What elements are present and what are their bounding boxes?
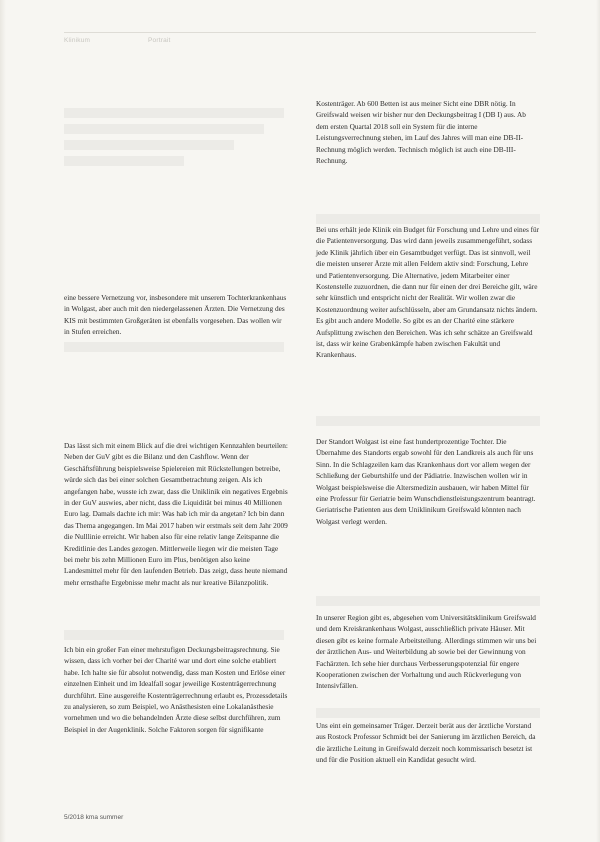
faint-question-line <box>316 416 540 426</box>
header-rubric-label: Portrait <box>148 37 171 44</box>
scan-shadow-right <box>596 0 600 842</box>
faint-question-line <box>64 156 184 166</box>
page-footer: 5/2018 kma summer <box>64 814 124 821</box>
right-paragraph-5: Uns eint ein gemeinsamer Träger. Derzeit berät aus der ärztliche Vorstand aus Rostock Professor Schmidt bei der Sanierung im ärztlichen Bereich, da die ärztliche Leitung in Greifswald derzeit noch kommissarisch besetzt ist und für die Position aktuell ein Kandidat gesucht wird. <box>316 721 536 765</box>
faint-question-line <box>64 342 284 352</box>
left-paragraph-3: Ich bin ein großer Fan einer mehrstufigen Deckungsbeitragsrechnung. Sie wissen, dass ich vorher bei der Charité war und dort eine solche etabliert habe. Ich halte sie für absolut notwendig, dass man Kosten und Erlöse einer einzelnen Einheit und im Idealfall sogar jeweilige Kostenträgerrechnung durchführt. Eine ausgereifte Kostenträgerrechnung erlaubt es, Prozessdetails zu analysieren, so zum Beispiel, wo Anästhesisten eine Lokalanästhesie vornehmen und wo die behandelnden Ärzte diese selbst durchführen, zum Beispiel in der Augenklinik. Solche Faktoren sorgen für signifikante <box>64 645 288 734</box>
right-paragraph-1: Kostenträger. Ab 600 Betten ist aus meiner Sicht eine DBR nötig. In Greifswald weisen wir bisher nur den Deckungsbeitrag I (DB I) aus. Ab dem ersten Quartal 2018 soll ein System für die interne Leistungsverrechnung stehen, im Lauf des Jahres will man eine DB-II-Rechnung möglich werden. Technisch möglich ist auch eine DB-III-Rechnung. <box>316 99 526 166</box>
header-rule <box>64 32 536 33</box>
right-paragraph-2: Bei uns erhält jede Klinik ein Budget für Forschung und Lehre und eines für die Patientenversorgung. Das wird dann jeweils zusammengeführt, sodass jede Klinik jährlich über ein Gesamtbudget verfügt. Das ist sinnvoll, weil die meisten unserer Ärzte mit allen Feldern aktiv sind: Forschung, Lehre und Patientenversorgung. Die Alternative, jedem Mitarbeiter einer Kostenstelle zuzuordnen, die dann nur für einen der drei Bereiche gilt, wäre sehr künstlich und entspricht nicht der Realität. Wir wollen zwar die Kostenzuordnung weiter aufschlüsseln, aber am Grundansatz nichts ändern. Es gibt auch andere Modelle. So gibt es an der Charité eine stärkere Aufsplittung zwischen den Bereichen. Was ich sehr schätze an Greifswald ist, dass wir keine Grabenkämpfe haben zwischen Fakultät und Krankenhaus. <box>316 225 540 360</box>
right-paragraph-3: Der Standort Wolgast ist eine fast hundertprozentige Tochter. Die Übernahme des Standorts ergab sowohl für den Landkreis als auch für uns Sinn. In die Schlagzeilen kam das Krankenhaus dort vor allem wegen der Schließung der Geburtshilfe und der Pädiatrie. Inzwischen wollen wir in Wolgast beispielsweise die Altersmedizin ausbauen, wir haben Mittel für eine Professur für Geriatrie beim Wunschdienstleistungszentrum beantragt. Geriatrische Patienten aus dem Uniklinikum Greifswald könnten nach Wolgast verlegt werden. <box>316 437 536 526</box>
left-paragraph-1: eine bessere Vernetzung vor, insbesondere mit unserem Tochterkrankenhaus in Wolgast, aber auch mit den niedergelassenen Ärzten. Die Vernetzung des KIS mit bestimmten Großgeräten ist ebenfalls vorgesehen. Das wollen wir in Stufen erreichen. <box>64 293 287 337</box>
header-section-label: Klinikum <box>64 37 91 44</box>
left-paragraph-2: Das lässt sich mit einem Blick auf die drei wichtigen Kennzahlen beurteilen: Neben der GuV gibt es die Bilanz und den Cashflow. Wenn der Geschäftsführung beispielsweise Spielereien mit Rückstellungen betreibe, würde sich das bei einer solchen Gesamtbetrachtung zeigen. Als ich angefangen habe, wusste ich zwar, dass die Uniklinik ein negatives Ergebnis in der GuV auswies, aber nicht, dass die Liquidität bei minus 40 Millionen Euro lag. Damals dachte ich mir: Was hab ich mir da angetan? Ich bin dann das Thema angegangen. Im Mai 2017 haben wir erstmals seit dem Jahr 2009 die Nulllinie erreicht. Wir haben also für eine relativ lange Zeitspanne die Kreditlinie des Landes gezogen. Mittlerweile liegen wir die meisten Tage bei mehr bis zehn Millionen Euro im Plus, benötigen also keine Landesmittel mehr für den laufenden Betrieb. Das zeigt, dass heute niemand mehr ernsthafte Ergebnisse mehr macht als nur kreative Bilanzpolitik. <box>64 441 288 587</box>
faint-question-line <box>64 124 264 134</box>
faint-question-line <box>316 596 540 606</box>
faint-question-line <box>64 108 284 118</box>
faint-question-line <box>64 140 234 150</box>
faint-question-line <box>316 214 540 224</box>
scan-shadow-left <box>0 0 6 842</box>
faint-question-line <box>316 708 540 718</box>
right-paragraph-4: In unserer Region gibt es, abgesehen vom Universitätsklinikum Greifswald und dem Kreiskrankenhaus Wolgast, ausschließlich private Häuser. Mit diesen gibt es keine formale Arbeitsteilung. Allerdings stimmen wir uns bei der ärztlichen Aus- und Weiterbildung ab sowie bei der Gewinnung von Fachärzten. Ich sehe hier durchaus Verbesserungspotenzial für engere Kooperationen zwischen der Vorhaltung und auch Rückverlegung von Intensivfällen. <box>316 613 537 691</box>
faint-question-line <box>64 630 284 640</box>
